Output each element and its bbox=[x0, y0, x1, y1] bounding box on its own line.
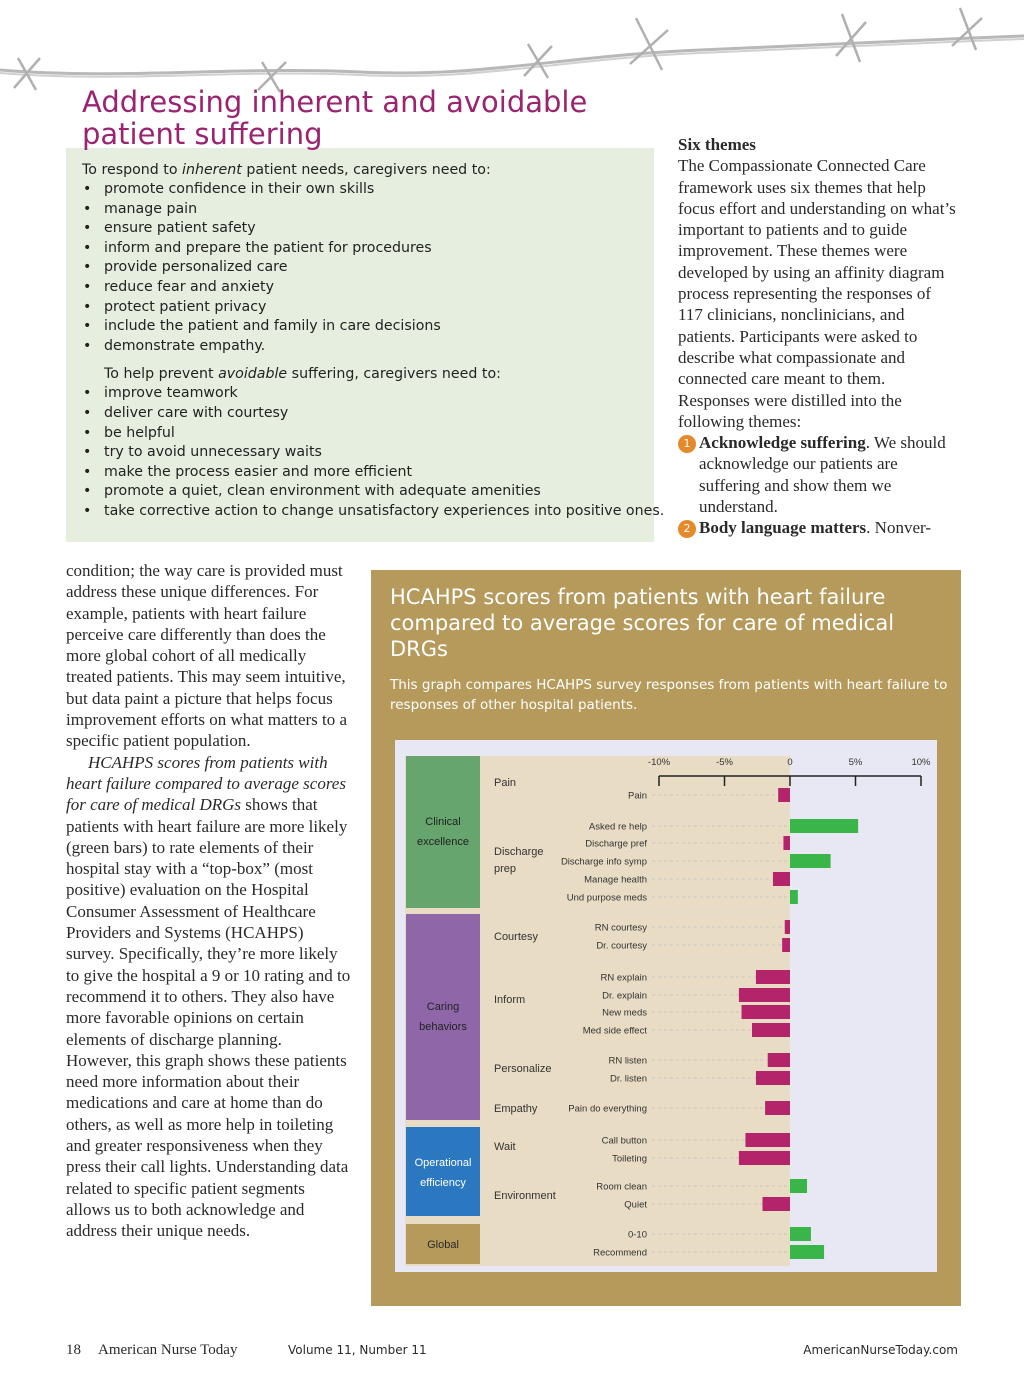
page-number: 18 bbox=[66, 1342, 81, 1358]
bar bbox=[768, 1053, 790, 1067]
item-label: Dr. explain bbox=[602, 990, 647, 1002]
subgroup-label: Courtesy bbox=[494, 931, 539, 943]
subgroup-label: Inform bbox=[494, 994, 526, 1006]
x-tick-label: 0 bbox=[787, 757, 793, 768]
x-tick-label: 5% bbox=[848, 757, 863, 768]
item-label: Pain bbox=[627, 790, 647, 802]
subgroup-label: Discharge bbox=[494, 846, 544, 858]
inherent-intro-em: inherent bbox=[182, 162, 242, 178]
bar bbox=[765, 1101, 790, 1115]
group-label: excellence bbox=[417, 836, 469, 848]
item-label: Asked re help bbox=[588, 821, 647, 833]
group-box bbox=[406, 914, 480, 1120]
bar bbox=[782, 938, 790, 952]
bar bbox=[790, 819, 858, 833]
bar bbox=[739, 988, 790, 1002]
list-item: • try to avoid unnecessary waits bbox=[82, 443, 652, 463]
list-item: • demonstrate empathy. bbox=[82, 337, 652, 357]
avoidable-list bbox=[82, 384, 665, 521]
item-label: Dr. listen bbox=[610, 1073, 647, 1085]
chart-subtitle: This graph compares HCAHPS survey responses from patients with heart failure to responses of other hospital patients. bbox=[390, 677, 948, 713]
list-item: • provide personalized care bbox=[82, 258, 652, 278]
left-column bbox=[66, 560, 351, 1242]
list-item: • improve teamwork bbox=[82, 384, 652, 404]
bar bbox=[742, 1005, 790, 1019]
item-label: Toileting bbox=[612, 1153, 647, 1165]
paragraph-text: shows that patients with heart failure are more likely (green bars) to rate elements of their hospital stay with a “top-box” (most positive) evaluation on the Hospital Consumer Assessment of Healthcare Providers and Systems (HCAHPS) survey. Specifically, they’re more likely to give the hospital a 9 or 10 rating and to recommend it to others. They also have more favorable opinions on certain elements of discharge planning. However, this graph shows these patients need more information about their medications and care at home than do others, as well as more help in toileting and greater responsiveness when they press their call lights. Understanding data related to specific patient segments allows us to both acknowledge and address their unique needs. bbox=[66, 795, 351, 1241]
item-label: Quiet bbox=[624, 1199, 647, 1211]
figure-reference: HCAHPS scores from patients with heart failure compared to average scores for care of medical DRGs bbox=[66, 752, 346, 815]
inherent-list bbox=[82, 180, 652, 356]
body-paragraph: The Compassionate Connected Care framework uses six themes that help focus effort and understanding on what’s important to patients and to guide improvement. These themes were developed by using an affinity diagram process representing the responses of 117 clinicians, nonclinicians, and patients. Participants were asked to describe what compassionate and connected care meant to them. Responses were distilled into the following themes: bbox=[678, 156, 956, 431]
group-label: Operational bbox=[414, 1157, 472, 1169]
item-label: Room clean bbox=[596, 1181, 647, 1193]
subgroup-label: Personalize bbox=[494, 1063, 552, 1075]
avoidable-intro-post: suffering, caregivers need to: bbox=[287, 366, 501, 383]
bar bbox=[752, 1023, 790, 1037]
item-label: RN listen bbox=[608, 1055, 647, 1067]
list-item: • promote confidence in their own skills bbox=[82, 180, 652, 200]
item-label: RN courtesy bbox=[594, 922, 647, 934]
body-paragraph: condition; the way care is provided must address these unique differences. For example, patients with heart failure perceive care differently than does the more global cohort of all medically treated patients. This may seem intuitive, but data paint a picture that helps focus improvement efforts on what matters to a specific patient population. bbox=[66, 561, 348, 751]
bar bbox=[778, 788, 790, 802]
subgroup-label: Pain bbox=[494, 777, 517, 789]
list-item: • include the patient and family in care decisions bbox=[82, 317, 652, 337]
list-item: • inform and prepare the patient for procedures bbox=[82, 239, 652, 259]
list-item: • make the process easier and more efficient bbox=[82, 463, 652, 483]
bar bbox=[790, 854, 831, 868]
group-box bbox=[406, 756, 480, 908]
item-label: Manage health bbox=[584, 874, 647, 886]
item-label: Discharge info symp bbox=[560, 856, 647, 868]
avoidable-intro bbox=[82, 364, 652, 384]
theme-1-text: . We should acknowledge our patients are suffering and show them we understand. bbox=[699, 433, 946, 517]
bar bbox=[790, 890, 798, 904]
item-label: Call button bbox=[601, 1135, 647, 1147]
bar-chart bbox=[395, 740, 937, 1272]
item-label: Med side effect bbox=[582, 1025, 647, 1037]
item-label: Und purpose meds bbox=[566, 892, 647, 904]
item-label: 0-10 bbox=[627, 1229, 647, 1241]
theme-1-title: Acknowledge suffering bbox=[699, 433, 866, 453]
x-tick-label: -10% bbox=[647, 757, 671, 768]
bar bbox=[783, 836, 790, 850]
bar bbox=[756, 970, 790, 984]
inherent-intro-pre: To respond to bbox=[82, 162, 183, 178]
bar bbox=[773, 872, 790, 886]
list-item: • ensure patient safety bbox=[82, 219, 652, 239]
body-paragraph-2 bbox=[66, 752, 351, 1242]
list-item: • be helpful bbox=[82, 424, 652, 444]
avoidable-intro-pre: To help prevent bbox=[104, 366, 219, 383]
item-label: New meds bbox=[602, 1007, 647, 1019]
item-label: Dr. courtesy bbox=[596, 940, 647, 952]
list-item: • protect patient privacy bbox=[82, 298, 652, 318]
chart-title: HCAHPS scores from patients with heart failure compared to average scores for care of medical DRGs bbox=[390, 585, 895, 661]
group-label: Clinical bbox=[425, 816, 461, 828]
theme-2 bbox=[678, 517, 960, 538]
item-label: Discharge pref bbox=[585, 838, 647, 850]
website-url: AmericanNurseToday.com bbox=[803, 1343, 958, 1357]
avoidable-intro-em: avoidable bbox=[218, 366, 288, 383]
section-heading: Six themes bbox=[678, 135, 756, 154]
bar bbox=[785, 920, 790, 934]
sidebar-content bbox=[82, 160, 665, 522]
number-badge-icon: 1 bbox=[678, 435, 696, 453]
list-item: • deliver care with courtesy bbox=[82, 404, 652, 424]
list-item: • take corrective action to change unsatisfactory experiences into positive ones. bbox=[82, 502, 652, 522]
inherent-intro-post: patient needs, caregivers need to: bbox=[241, 162, 491, 178]
publication-name: American Nurse Today bbox=[98, 1342, 238, 1358]
list-item: • promote a quiet, clean environment with adequate amenities bbox=[82, 482, 652, 502]
number-badge-icon: 2 bbox=[678, 520, 696, 538]
item-label: Pain do everything bbox=[568, 1103, 647, 1115]
bar bbox=[790, 1179, 807, 1193]
subgroup-label: Empathy bbox=[494, 1103, 538, 1115]
bar bbox=[790, 1227, 811, 1241]
subgroup-label: prep bbox=[494, 863, 517, 875]
group-label: Global bbox=[427, 1239, 459, 1251]
group-label: behaviors bbox=[419, 1021, 467, 1033]
list-item: • reduce fear and anxiety bbox=[82, 278, 652, 298]
group-box bbox=[406, 1127, 480, 1216]
group-label: Caring bbox=[426, 1001, 460, 1013]
x-tick-label: -5% bbox=[716, 757, 733, 768]
subgroup-label: Environment bbox=[494, 1190, 556, 1202]
subgroup-label: Wait bbox=[494, 1141, 516, 1153]
list-item: • manage pain bbox=[82, 200, 652, 220]
bar bbox=[739, 1151, 790, 1165]
x-tick-label: 10% bbox=[911, 757, 931, 768]
item-label: RN explain bbox=[600, 972, 647, 984]
right-column bbox=[678, 134, 960, 539]
theme-2-title: Body language matters bbox=[699, 518, 867, 538]
inherent-intro bbox=[82, 160, 652, 180]
bar bbox=[756, 1071, 790, 1085]
theme-2-text: . Nonver- bbox=[866, 518, 931, 538]
bar bbox=[745, 1133, 790, 1147]
bar bbox=[762, 1197, 790, 1211]
volume-info: Volume 11, Number 11 bbox=[288, 1343, 427, 1357]
item-label: Recommend bbox=[593, 1247, 647, 1259]
group-label: efficiency bbox=[420, 1177, 466, 1189]
theme-1 bbox=[678, 432, 960, 517]
bar bbox=[790, 1245, 824, 1259]
sidebar-title: Addressing inherent and avoidable patient suffering bbox=[82, 85, 588, 151]
